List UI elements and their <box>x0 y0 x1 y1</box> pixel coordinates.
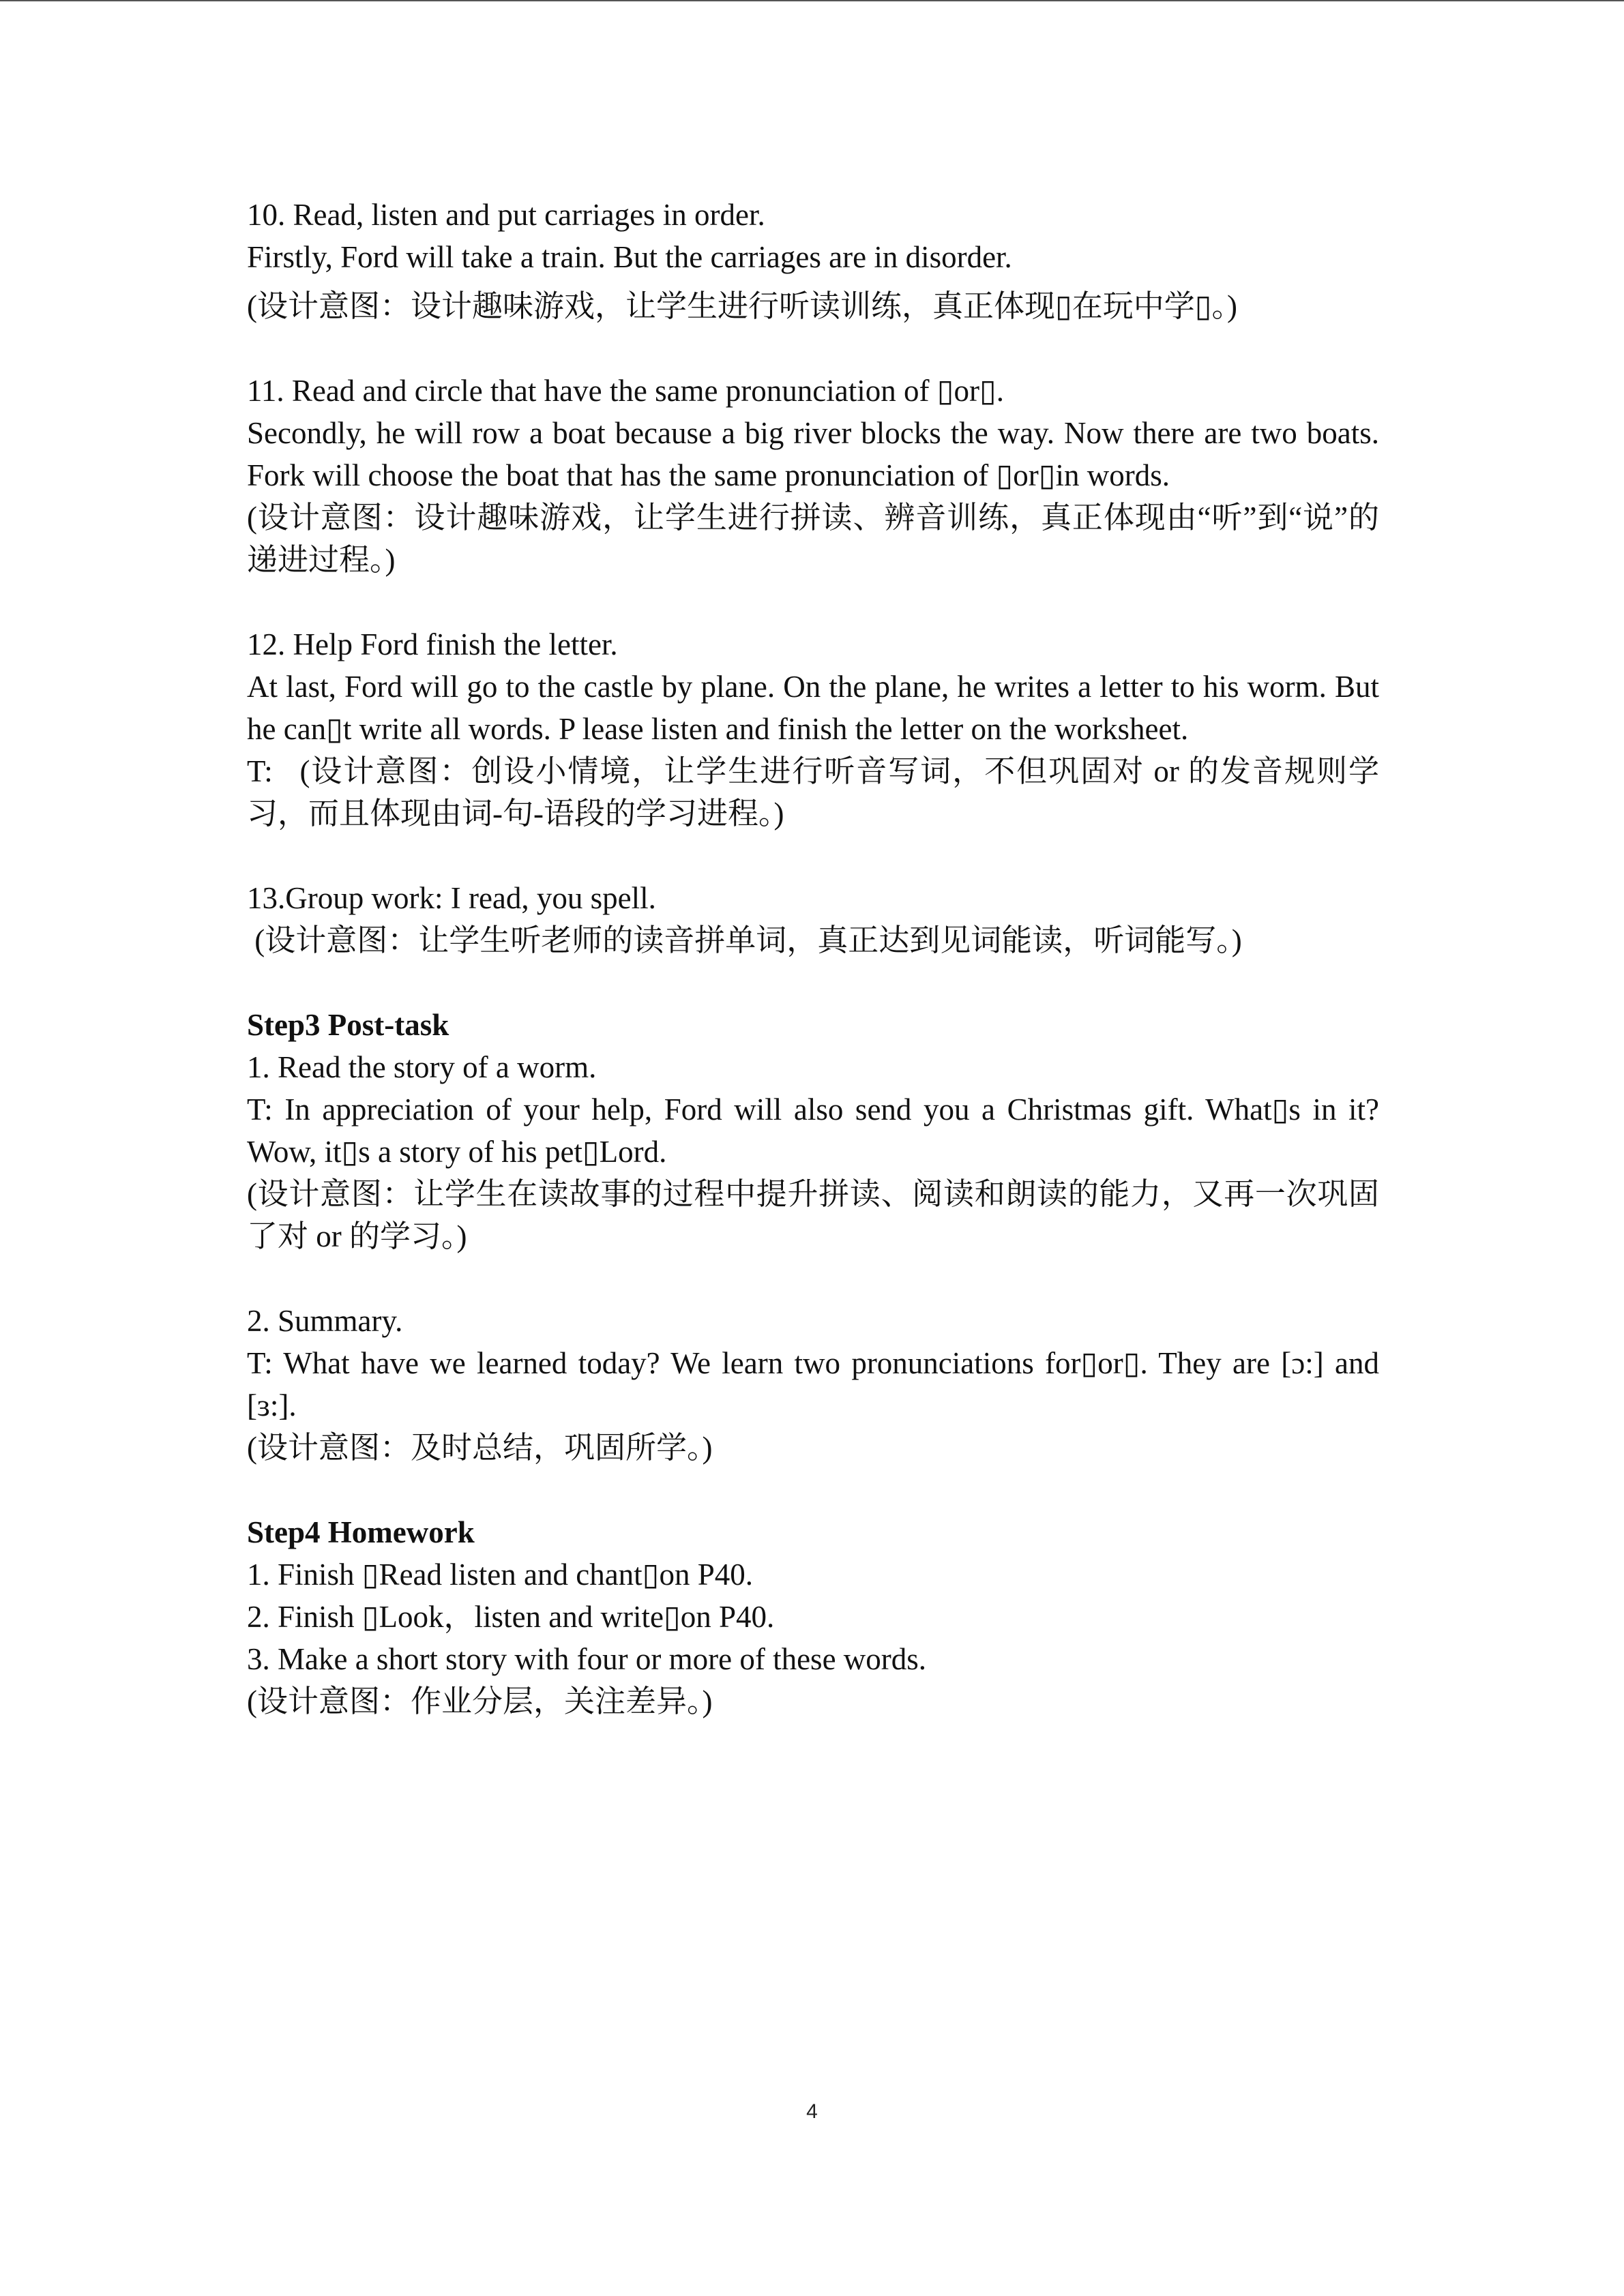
step3-item2-design-note: (设计意图：及时总结，巩固所学。) <box>247 1431 713 1465</box>
step3-heading: Step3 Post-task <box>247 1008 449 1042</box>
section-12-title: 12. Help Ford finish the letter. <box>247 627 618 661</box>
step3-item2-text: T: What have we learned today? We learn two pronunciations for▯or▯. They are [ɔ:] and [ɜ:]. <box>247 1346 1379 1422</box>
step3-item2-title: 2. Summary. <box>247 1304 403 1338</box>
section-10-text: Firstly, Ford will take a train. But the carriages are in disorder. <box>247 240 1012 274</box>
step4-heading: Step4 Homework <box>247 1515 475 1549</box>
section-10-title: 10. Read, listen and put carriages in order. <box>247 198 765 232</box>
page-content <box>247 194 1379 1723</box>
section-11-text: Secondly, he will row a boat because a big river blocks the way. Now there are two boats. Fork will choose the boat that has the same pronunciation of ▯or▯in words. <box>247 416 1379 492</box>
step4-item2: 2. Finish ▯Look，listen and write▯on P40. <box>247 1600 775 1634</box>
step4-item3: 3. Make a short story with four or more of these words. <box>247 1642 927 1676</box>
section-13-title: 13.Group work: I read, you spell. <box>247 881 656 915</box>
section-10-design-note: (设计意图：设计趣味游戏，让学生进行听读训练，真正体现▯在玩中学▯。) <box>247 289 1237 323</box>
step4-item1: 1. Finish ▯Read listen and chant▯on P40. <box>247 1557 753 1592</box>
step3-item1-design-note: (设计意图：让学生在读故事的过程中提升拼读、阅读和朗读的能力，又再一次巩固了对 or 的学习。) <box>247 1177 1379 1253</box>
step3-item1-title: 1. Read the story of a worm. <box>247 1050 597 1084</box>
section-12-text: At last, Ford will go to the castle by plane. On the plane, he writes a letter to his worm. But he can▯t write all words. P lease listen and finish the letter on the worksheet. <box>247 670 1379 746</box>
section-11-design-note: (设计意图：设计趣味游戏，让学生进行拼读、辨音训练，真正体现由“听”到“说”的递进过程。) <box>247 501 1379 577</box>
step4-design-note: (设计意图：作业分层，关注差异。) <box>247 1684 713 1718</box>
section-12-design-note: T: (设计意图：创设小情境，让学生进行听音写词，不但巩固对 or 的发音规则学习，而且体现由词-句-语段的学习进程。) <box>247 754 1379 831</box>
section-11-title: 11. Read and circle that have the same pronunciation of ▯or▯. <box>247 374 1004 408</box>
page-number: 4 <box>806 2100 818 2123</box>
step3-item1-text: T: In appreciation of your help, Ford will also send you a Christmas gift. What▯s in it? Wow, it▯s a story of his pet▯Lord. <box>247 1092 1379 1169</box>
section-13-design-note: (设计意图：让学生听老师的读音拼单词，真正达到见词能读，听词能写。) <box>247 923 1242 957</box>
